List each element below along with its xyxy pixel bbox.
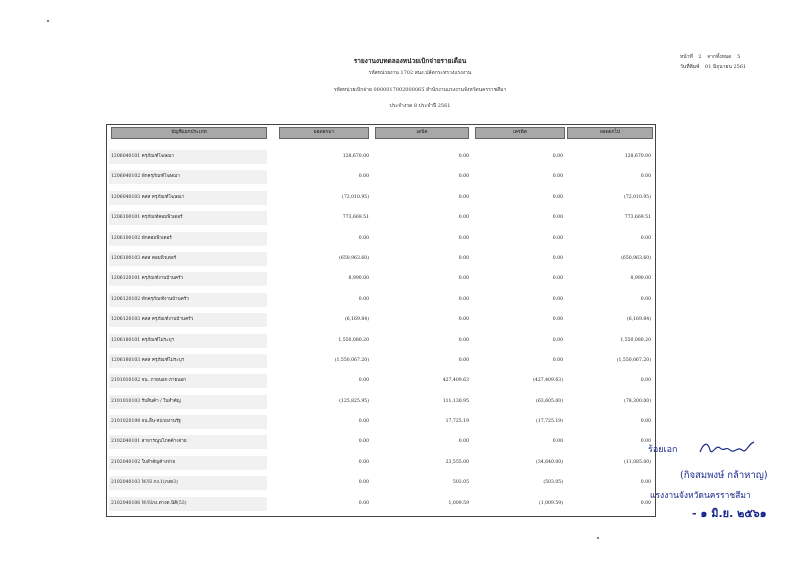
brought-forward-cell: 0.00 (358, 235, 369, 241)
table-row (107, 331, 655, 351)
account-cell: 1206040103 คสส ครุภัณฑ์โฆษณา (109, 191, 267, 205)
debit-cell: 1,009.59 (448, 500, 469, 506)
table-row (107, 473, 655, 493)
total-pages: 5 (737, 54, 741, 60)
carried-forward-cell: 1,550,080.20 (620, 337, 651, 343)
account-cell: 2102040102 ใบสำคัญค้างจ่าย (109, 456, 267, 470)
account-cell: 2101020198 จน.อื่น-หน่วยงานรัฐ (109, 415, 267, 429)
account-cell: 2101010102 จน. ภายนอก-ภายนอก (109, 374, 267, 388)
column-header-account: บัญชีแยกประเภท (111, 127, 267, 139)
table-row (107, 249, 655, 269)
brought-forward-cell: 0.00 (358, 459, 369, 465)
credit-cell: 0.00 (552, 255, 563, 261)
credit-cell: (63,605.00) (536, 398, 563, 404)
debit-cell: 0.00 (458, 276, 469, 282)
brought-forward-cell: 0.00 (358, 480, 369, 486)
account-cell: 1206120101 ครุภัณฑ์งานบ้านครัว (109, 272, 267, 286)
account-cell: 1206100102 พักคอมพิวเตอร์ (109, 232, 267, 246)
debit-cell: 23,555.00 (445, 459, 469, 465)
credit-cell: (427,409.63) (533, 378, 563, 384)
scan-speck (47, 20, 49, 22)
print-date-label: วันที่พิมพ์ (680, 64, 700, 70)
debit-cell: 503.05 (452, 480, 469, 486)
carried-forward-cell: (6,169.84) (626, 317, 651, 323)
handwritten-signature (698, 438, 758, 460)
table-row (107, 167, 655, 187)
brought-forward-cell: 1,550,080.20 (338, 337, 369, 343)
debit-cell: 0.00 (458, 154, 469, 159)
carried-forward-cell: 8,990.00 (630, 276, 651, 282)
table-row (107, 269, 655, 289)
signer-rank: ร้อยเอก (648, 445, 678, 455)
debit-cell: 427,409.63 (442, 378, 469, 384)
carried-forward-cell: 128,670.00 (624, 154, 651, 159)
debit-cell: 0.00 (458, 235, 469, 241)
account-cell: 1206100101 ครุภัณฑ์คอมพิวเตอร์ (109, 211, 267, 225)
brought-forward-cell: 0.00 (358, 296, 369, 302)
table-row (107, 453, 655, 473)
table-row (107, 371, 655, 391)
account-cell: 2102040101 สาธารณูปโภคค้างจ่าย (109, 435, 267, 449)
carried-forward-cell: (1,550,067.20) (616, 357, 651, 363)
table-row (107, 494, 655, 514)
credit-cell: 0.00 (552, 357, 563, 363)
page-label: หน้าที่ (680, 54, 693, 60)
account-cell: 1206120102 พักครุภัณฑ์งานบ้านครัว (109, 293, 267, 307)
account-cell: 1206180103 คสส ครุภัณฑ์ไม่ระบุฯ (109, 354, 267, 368)
trial-balance-table (106, 124, 656, 517)
credit-cell: (17,725.19) (536, 419, 563, 425)
credit-cell: 0.00 (552, 154, 563, 159)
credit-cell: 0.00 (552, 337, 563, 343)
brought-forward-cell: 0.00 (358, 439, 369, 445)
brought-forward-cell: (72,010.95) (342, 194, 369, 200)
debit-cell: 0.00 (458, 296, 469, 302)
table-body (107, 147, 655, 514)
brought-forward-cell: (6,169.84) (344, 317, 369, 323)
carried-forward-cell: 0.00 (640, 174, 651, 180)
credit-cell: 0.00 (552, 439, 563, 445)
credit-cell: 0.00 (552, 194, 563, 200)
table-row (107, 229, 655, 249)
brought-forward-cell: (1,550,067.20) (334, 357, 369, 363)
account-cell: 2102040106 W/Hภง.ต่างด.นิติ(53) (109, 497, 267, 511)
report-period: ประจำงวด 8 ประจำปี 2561 (389, 103, 451, 109)
table-row (107, 208, 655, 228)
brought-forward-cell: 773,669.51 (342, 215, 369, 221)
credit-cell: (503.05) (543, 480, 563, 486)
carried-forward-cell: 0.00 (640, 235, 651, 241)
carried-forward-cell: (78,300.00) (624, 398, 651, 404)
brought-forward-cell: (125,825.95) (339, 398, 369, 404)
report-title: รายงานงบทดลองหน่วยเบิกจ่ายรายเดือน (353, 57, 467, 65)
table-row (107, 351, 655, 371)
table-row (107, 310, 655, 330)
brought-forward-cell: 0.00 (358, 378, 369, 384)
debit-cell: 111,130.95 (442, 398, 469, 404)
carried-forward-cell: 0.00 (640, 296, 651, 302)
carried-forward-cell: 0.00 (640, 419, 651, 425)
table-row (107, 290, 655, 310)
table-row (107, 392, 655, 412)
credit-cell: 0.00 (552, 174, 563, 180)
carried-forward-cell: 0.00 (640, 500, 651, 506)
carried-forward-cell: (72,010.95) (624, 194, 651, 200)
credit-cell: 0.00 (552, 215, 563, 221)
debit-cell: 0.00 (458, 337, 469, 343)
print-date: 01 มิถุนายน 2561 (705, 64, 747, 70)
scan-speck (597, 537, 599, 539)
carried-forward-cell: (11,085.00) (624, 459, 651, 465)
page-info (680, 52, 746, 72)
disbursing-unit-code: รหัสหน่วยเบิกจ่าย 0000017002000065 สำนักงานแรงงานจังหวัดนครราชสีมา (333, 87, 507, 93)
carried-forward-cell: 773,669.51 (624, 215, 651, 221)
account-cell: 2102040103 W/H ภง.1(ภงด3) (109, 476, 267, 490)
signer-name: (กิจสมพงษ์ กล้าหาญ) (680, 470, 768, 481)
account-cell: 1206180101 ครุภัณฑ์ไม่ระบุฯ (109, 334, 267, 348)
account-cell: 2101010103 รับสินค้า / ใบสำคัญ (109, 395, 267, 409)
column-header-carried-forward: ยอดยกไป (567, 127, 653, 139)
account-cell: 1206040101 ครุภัณฑ์โฆษณา (109, 150, 267, 164)
table-row (107, 412, 655, 432)
column-header-credit: เครดิต (475, 127, 565, 139)
agency-code: รหัสหน่วยงาน 1702 สนง.ปลัดกระทรวงแรงงาน (368, 70, 472, 76)
column-header-brought-forward: ยอดยกมา (279, 127, 369, 139)
carried-forward-cell: 0.00 (640, 439, 651, 445)
brought-forward-cell: 128,670.00 (342, 154, 369, 159)
credit-cell: 0.00 (552, 276, 563, 282)
total-label: จากทั้งหมด (707, 54, 732, 60)
brought-forward-cell: 0.00 (358, 174, 369, 180)
page-number: 2 (698, 54, 702, 60)
credit-cell: (1,009.59) (538, 500, 563, 506)
column-header-debit: เดบิต (375, 127, 469, 139)
credit-cell: (34,640.00) (536, 459, 563, 465)
signer-position: แรงงานจังหวัดนครราชสีมา (650, 491, 751, 501)
table-row (107, 432, 655, 452)
signature-date: - ๑ มิ.ย. ๒๕๖๑ (692, 507, 767, 520)
account-cell: 1206120103 คสส ครุภัณฑ์งานบ้านครัว (109, 313, 267, 327)
table-row (107, 188, 655, 208)
credit-cell: 0.00 (552, 296, 563, 302)
account-cell: 1206100103 คสส คอมพิวเตอร์ (109, 252, 267, 266)
carried-forward-cell: 0.00 (640, 378, 651, 384)
brought-forward-cell: 8,990.00 (348, 276, 369, 282)
carried-forward-cell: 0.00 (640, 480, 651, 486)
credit-cell: 0.00 (552, 235, 563, 241)
debit-cell: 17,725.19 (445, 419, 469, 425)
debit-cell: 0.00 (458, 215, 469, 221)
account-cell: 1206040102 พักครุภัณฑ์โฆษณา (109, 170, 267, 184)
debit-cell: 0.00 (458, 317, 469, 323)
debit-cell: 0.00 (458, 194, 469, 200)
debit-cell: 0.00 (458, 174, 469, 180)
table-row (107, 147, 655, 167)
brought-forward-cell: 0.00 (358, 500, 369, 506)
carried-forward-cell: (650,963.60) (621, 255, 651, 261)
debit-cell: 0.00 (458, 357, 469, 363)
credit-cell: 0.00 (552, 317, 563, 323)
debit-cell: 0.00 (458, 255, 469, 261)
debit-cell: 0.00 (458, 439, 469, 445)
signature-block (600, 440, 800, 540)
brought-forward-cell: 0.00 (358, 419, 369, 425)
brought-forward-cell: (650,963.60) (339, 255, 369, 261)
